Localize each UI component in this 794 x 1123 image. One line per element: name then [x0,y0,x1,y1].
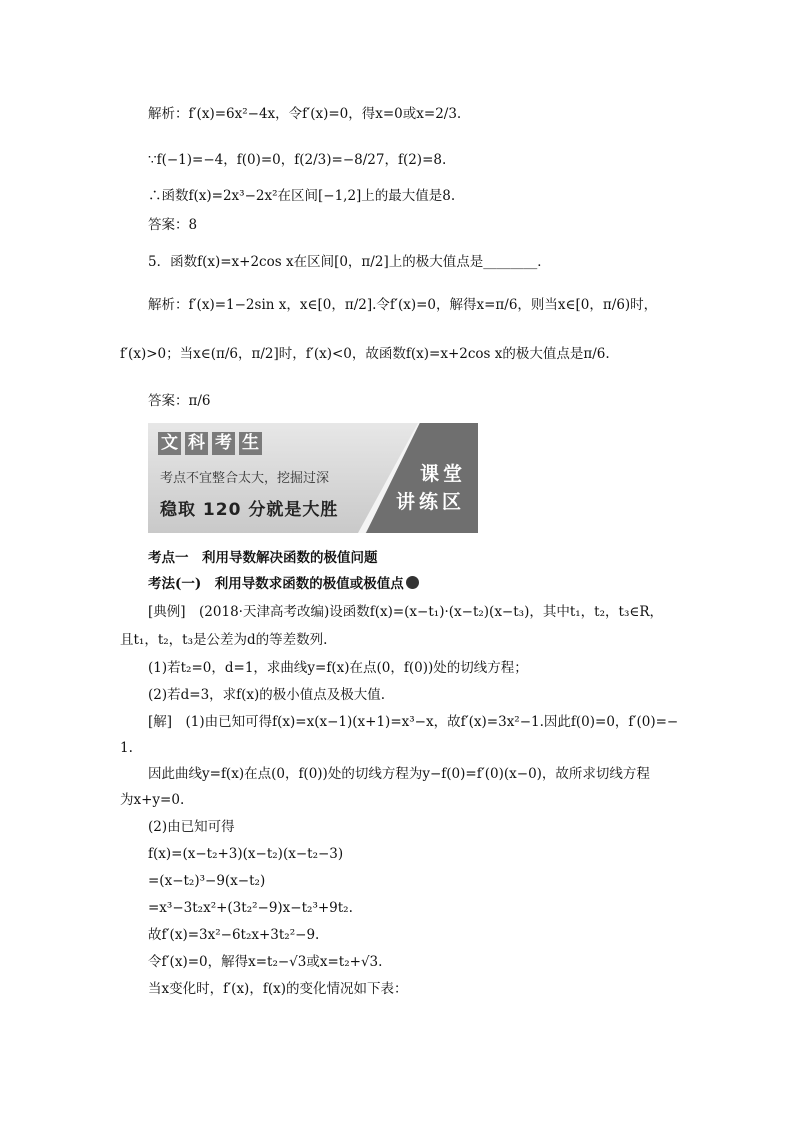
banner-tag-char-3: 考 [212,432,235,455]
banner-tag-char-4: 生 [239,432,262,455]
method-heading-text: 考法(一) 利用导数求函数的极值或极值点 [148,576,404,592]
section-banner [148,423,478,533]
solution-line-4: 解析：f′(x)=1−2sin x，x∈[0，π/2].令f′(x)=0，解得x=π/6，则当x∈[0，π/6)时， [148,297,658,313]
example-part-2: (2)若d=3，求f(x)的极小值点及极大值. [148,687,386,703]
method-heading [148,575,419,593]
question-5: 5．函数f(x)=x+2cos x在区间[0，π/2]上的极大值点是________． [148,254,551,270]
example-part-1: (1)若t₂=0，d=1，求曲线y=f(x)在点(0，f(0))处的切线方程； [148,660,528,676]
derivation-line-1: f(x)=(x−t₂+3)(x−t₂)(x−t₂−3) [148,846,344,862]
table-intro-line: 当x变化时，f′(x)，f(x)的变化情况如下表： [148,981,408,997]
derivation-line-3: =x³−3t₂x²+(3t₂²−9)x−t₂³+9t₂. [148,900,353,916]
roots-line: 令f′(x)=0，解得x=t₂−√3或x=t₂+√3. [148,954,383,970]
example-line-2: 且t₁，t₂，t₃是公差为d的等差数列. [120,632,328,648]
example-line-1: [典例] (2018·天津高考改编)设函数f(x)=(x−t₁)·(x−t₂)(x−t₃)，其中t₁，t₂，t₃∈R， [148,604,664,620]
banner-right-bottom: 讲练区 [396,491,466,513]
solution-line-5: f′(x)>0；当x∈(π/6，π/2]时，f′(x)<0，故函数f(x)=x+2cos x的极大值点是π/6. [120,346,610,362]
answer-tangent-result: 为x+y=0. [120,792,185,808]
answer-part-2-intro: (2)由已知可得 [148,819,235,835]
answer-tangent-line: 因此曲线y=f(x)在点(0，f(0))处的切线方程为y−f(0)=f′(0)(x−0)，故所求切线方程 [148,766,650,782]
answer-line-2: 答案：π/6 [148,393,211,409]
filled-circle-icon [406,576,419,589]
banner-right-top: 课堂 [420,463,467,485]
answer-part-1: [解] (1)由已知可得f(x)=x(x−1)(x+1)=x³−x，故f′(x)=3x²−1.因此f(0)=0，f′(0)=− [148,714,679,730]
section-heading: 考点一 利用导数解决函数的极值问题 [148,550,378,566]
solution-line-3: ∴函数f(x)=2x³−2x²在区间[−1,2]上的最大值是8. [148,188,456,204]
derivation-line-2: =(x−t₂)³−9(x−t₂) [148,873,266,889]
banner-tag-char-1: 文 [158,432,181,455]
solution-line-2: ∵f(−1)=−4，f(0)=0，f(2/3)=−8/27，f(2)=8. [148,152,447,168]
answer-part-1-cont: 1. [120,740,133,756]
banner-tag-char-2: 科 [185,432,208,455]
banner-subtitle: 考点不宜整合太大，挖掘过深 [160,471,330,486]
answer-line-1: 答案：8 [148,217,198,233]
derivative-line: 故f′(x)=3x²−6t₂x+3t₂²−9. [148,927,320,943]
solution-line-1: 解析：f′(x)=6x²−4x，令f′(x)=0，得x=0或x=2/3. [148,106,462,122]
banner-main-slogan: 稳取 120 分就是大胜 [160,500,339,520]
